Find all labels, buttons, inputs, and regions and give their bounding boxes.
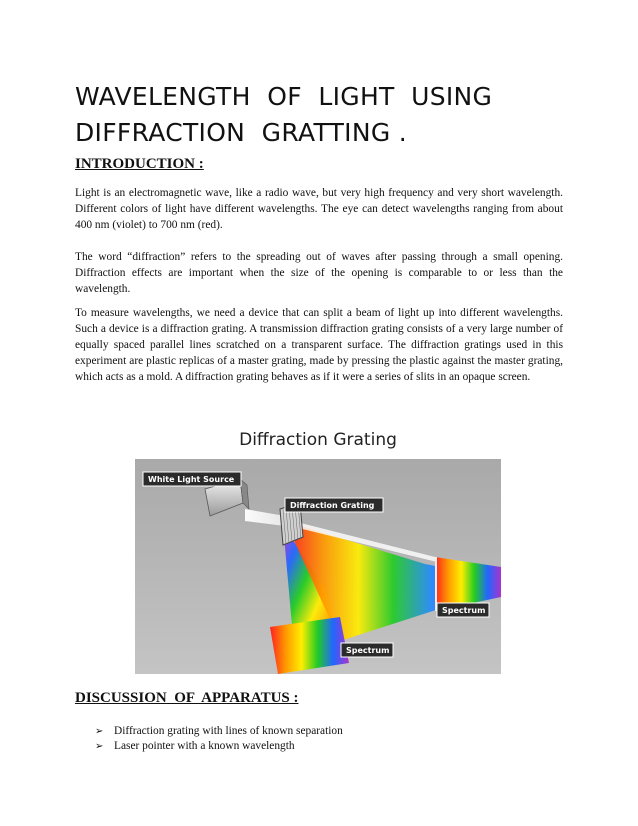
page-title: WAVELENGTH OF LIGHT USING DIFFRACTION GRATTING . (75, 82, 501, 147)
apparatus-list (95, 724, 343, 754)
list-item (95, 739, 343, 754)
svg-text:White Light Source: White Light Source (148, 475, 235, 484)
arrow-bullet-icon: ➢ (95, 741, 104, 752)
discussion-heading: DISCUSSION OF APPARATUS : (75, 690, 299, 706)
intro-paragraph-1: Light is an electromagnetic wave, like a radio wave, but very high frequency and very short wavelength. Different colors of light have different wavelengths. The eye can detect wavelengths ranging from about 400 nm (violet) to 700 nm (red). (75, 187, 563, 231)
svg-text:Spectrum: Spectrum (442, 606, 486, 615)
svg-text:Diffraction Grating: Diffraction Grating (290, 501, 375, 510)
intro-paragraph-3: To measure wavelengths, we need a device that can split a beam of light up into different wavelengths. Such a device is a diffraction grating. A transmission diffraction grating consists of a very large number of equally spaced parallel lines scratched on a transparent surface. The diffraction gratings used in this experiment are plastic replicas of a master grating, made by pressing the plastic against the master grating, which acts as a mold. A diffraction grating behaves as if it were a series of slits in an opaque screen. (75, 307, 563, 383)
diffraction-grating-figure (135, 459, 501, 674)
list-item-text: Diffraction grating with lines of known separation (114, 725, 343, 737)
introduction-heading: INTRODUCTION : (75, 156, 204, 172)
figure-title: Diffraction Grating (239, 430, 397, 450)
label-spectrum-right (437, 603, 489, 617)
list-item (95, 724, 343, 739)
label-spectrum-bottom (341, 643, 393, 657)
arrow-bullet-icon: ➢ (95, 726, 104, 737)
label-diffraction-grating (285, 498, 383, 512)
intro-paragraph-2: The word “diffraction” refers to the spreading out of waves after passing through a small opening. Diffraction effects are important when the size of the opening is comparable to or less than the wavelength. (75, 251, 563, 295)
svg-text:Spectrum: Spectrum (346, 646, 390, 655)
list-item-text: Laser pointer with a known wavelength (114, 740, 295, 752)
label-white-light-source (143, 472, 241, 486)
